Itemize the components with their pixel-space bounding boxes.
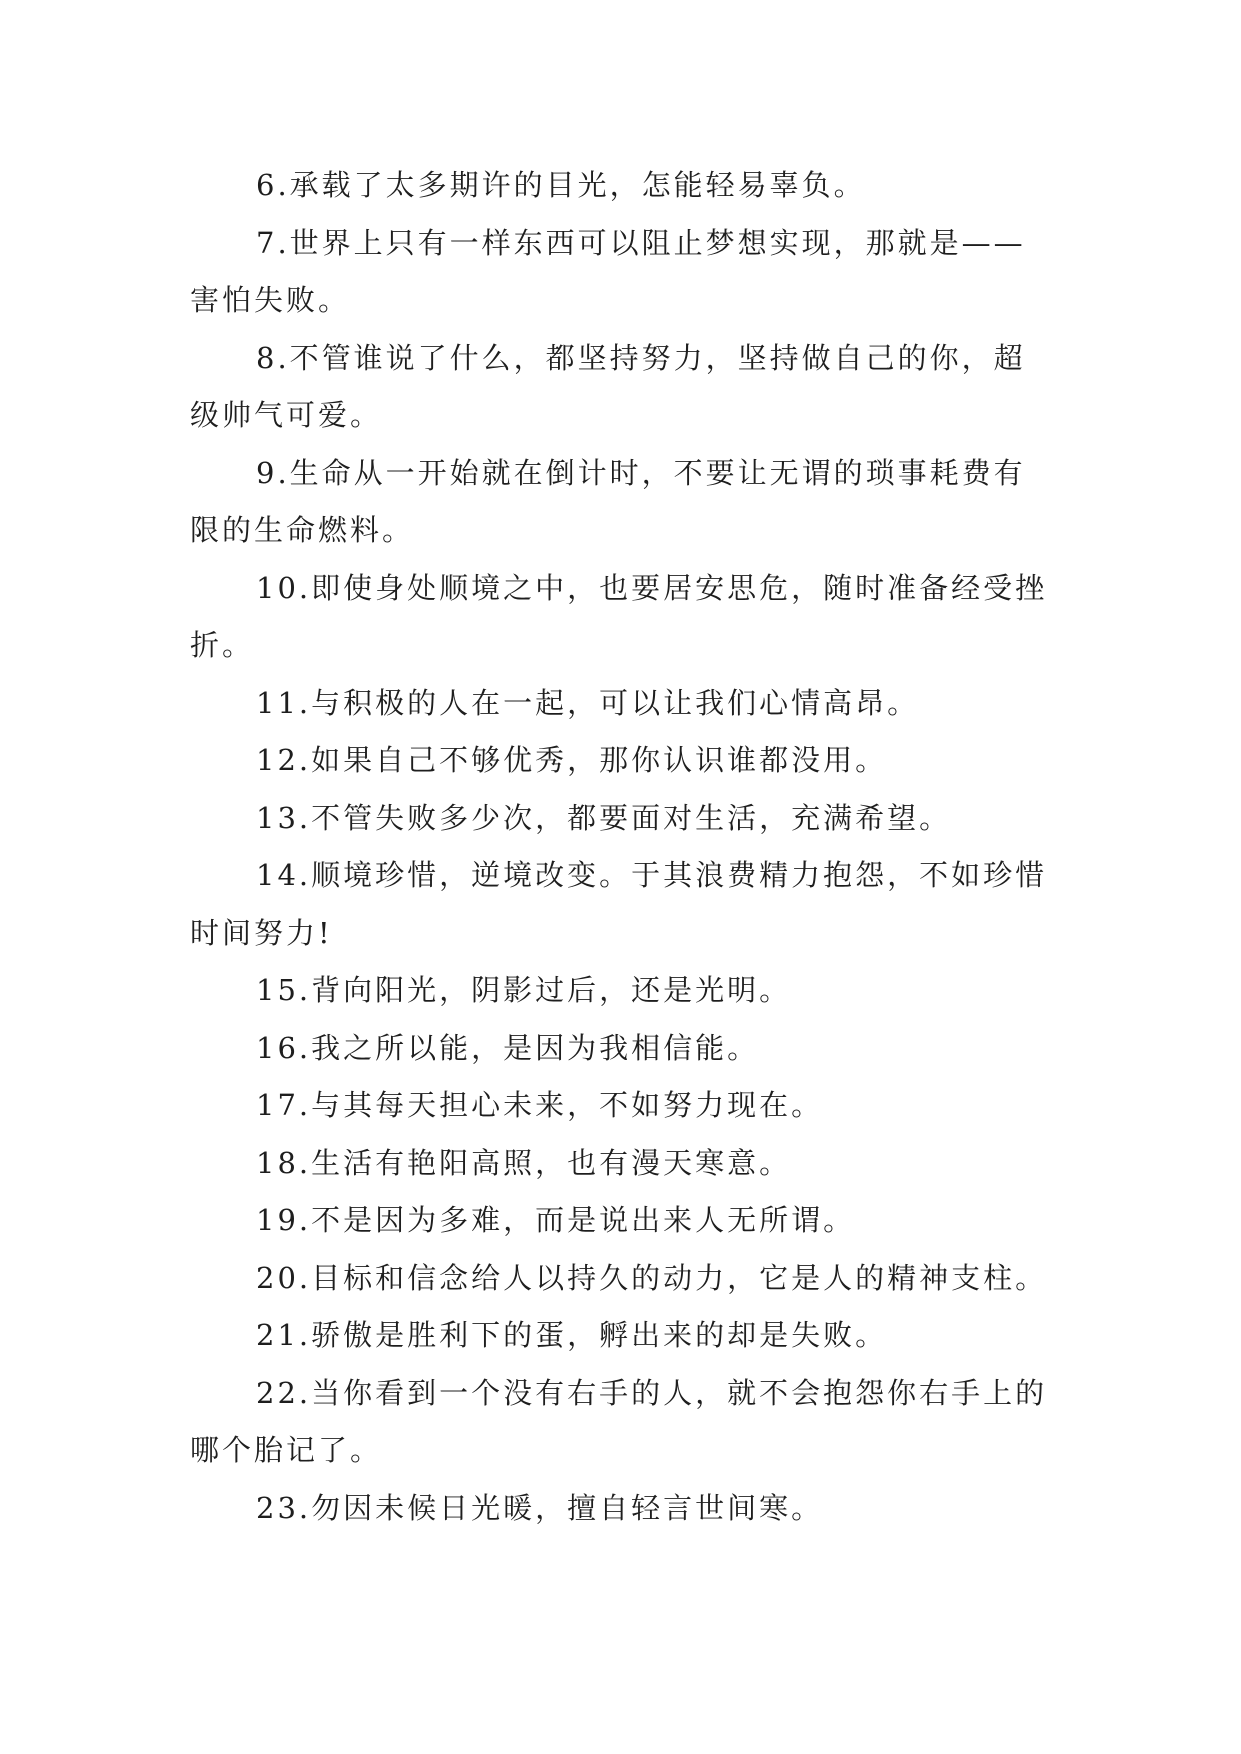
quote-paragraph-11: 11.与积极的人在一起，可以让我们心情高昂。 [256,685,920,720]
quote-paragraph-14: 14.顺境珍惜，逆境改变。于其浪费精力抱怨，不如珍惜时间努力! [190,858,1048,950]
quote-paragraph-9: 9.生命从一开始就在倒计时，不要让无谓的琐事耗费有限的生命燃料。 [190,455,1026,547]
quote-paragraph-6: 6.承载了太多期许的目光，怎能轻易辜负。 [256,168,866,202]
quote-paragraph-13: 13.不管失败多少次，都要面对生活，充满希望。 [256,800,952,835]
quote-paragraph-10: 10.即使身处顺境之中，也要居安思危，随时准备经受挫折。 [190,570,1048,662]
quote-paragraph-15: 15.背向阳光，阴影过后，还是光明。 [256,973,792,1007]
quote-paragraph-20: 20.目标和信念给人以持久的动力，它是人的精神支柱。 [256,1260,1048,1295]
quote-paragraph-22: 22.当你看到一个没有右手的人，就不会抱怨你右手上的哪个胎记了。 [190,1375,1048,1467]
quote-paragraph-16: 16.我之所以能，是因为我相信能。 [256,1030,760,1065]
quote-paragraph-18: 18.生活有艳阳高照，也有漫天寒意。 [256,1145,792,1180]
quote-paragraph-7: 7.世界上只有一样东西可以阻止梦想实现，那就是——害怕失败。 [190,225,1026,317]
quote-paragraph-23: 23.勿因未候日光暖，擅自轻言世间寒。 [256,1490,824,1525]
quote-paragraph-19: 19.不是因为多难，而是说出来人无所谓。 [256,1203,856,1237]
quote-paragraph-8: 8.不管谁说了什么，都坚持努力，坚持做自己的你，超级帅气可爱。 [190,340,1026,432]
quote-paragraph-21: 21.骄傲是胜利下的蛋，孵出来的却是失败。 [256,1318,888,1352]
quote-paragraph-17: 17.与其每天担心未来，不如努力现在。 [256,1088,824,1122]
quote-paragraph-12: 12.如果自己不够优秀，那你认识谁都没用。 [256,743,888,777]
document-body [190,157,1055,1537]
